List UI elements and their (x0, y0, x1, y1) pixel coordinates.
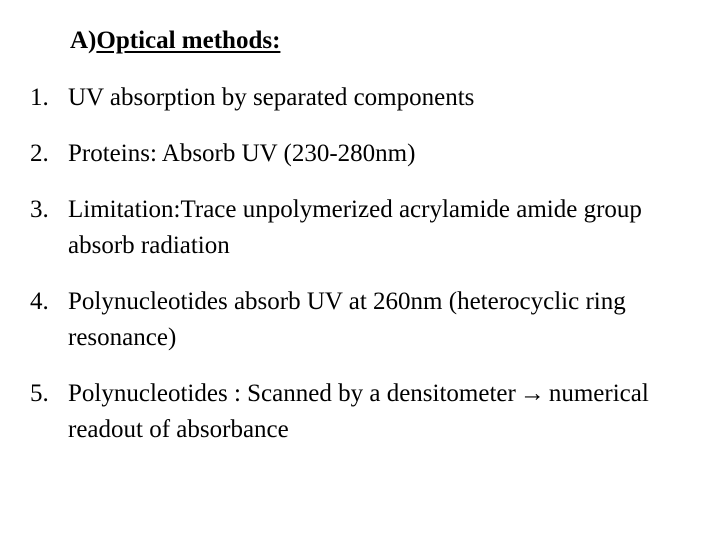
heading-prefix: A) (70, 27, 97, 54)
item-text-before: Polynucleotides : Scanned by a densitometer (68, 380, 516, 407)
list-item (30, 376, 710, 448)
list-item (30, 284, 710, 356)
item-number: 4. (30, 288, 49, 315)
item-number: 5. (30, 380, 49, 407)
item-text: Proteins: Absorb UV (230-280nm) (68, 140, 416, 167)
item-number: 3. (30, 196, 49, 223)
item-text: Polynucleotides absorb UV at 260nm (heterocyclic ring resonance) (68, 288, 626, 351)
list-item (30, 192, 710, 264)
item-number: 1. (30, 84, 49, 111)
list-item (30, 80, 710, 116)
item-text (68, 376, 710, 448)
item-text: Limitation:Trace unpolymerized acrylamide amide group absorb radiation (68, 196, 642, 259)
item-number: 2. (30, 140, 49, 167)
item-text-after: numerical readout of absorbance (68, 380, 649, 443)
section-heading (70, 24, 280, 58)
item-text: UV absorption by separated components (68, 84, 475, 111)
heading-title: Optical methods: (96, 27, 281, 54)
right-arrow-icon: → (519, 380, 545, 407)
methods-list (30, 80, 710, 468)
list-item (30, 136, 710, 172)
